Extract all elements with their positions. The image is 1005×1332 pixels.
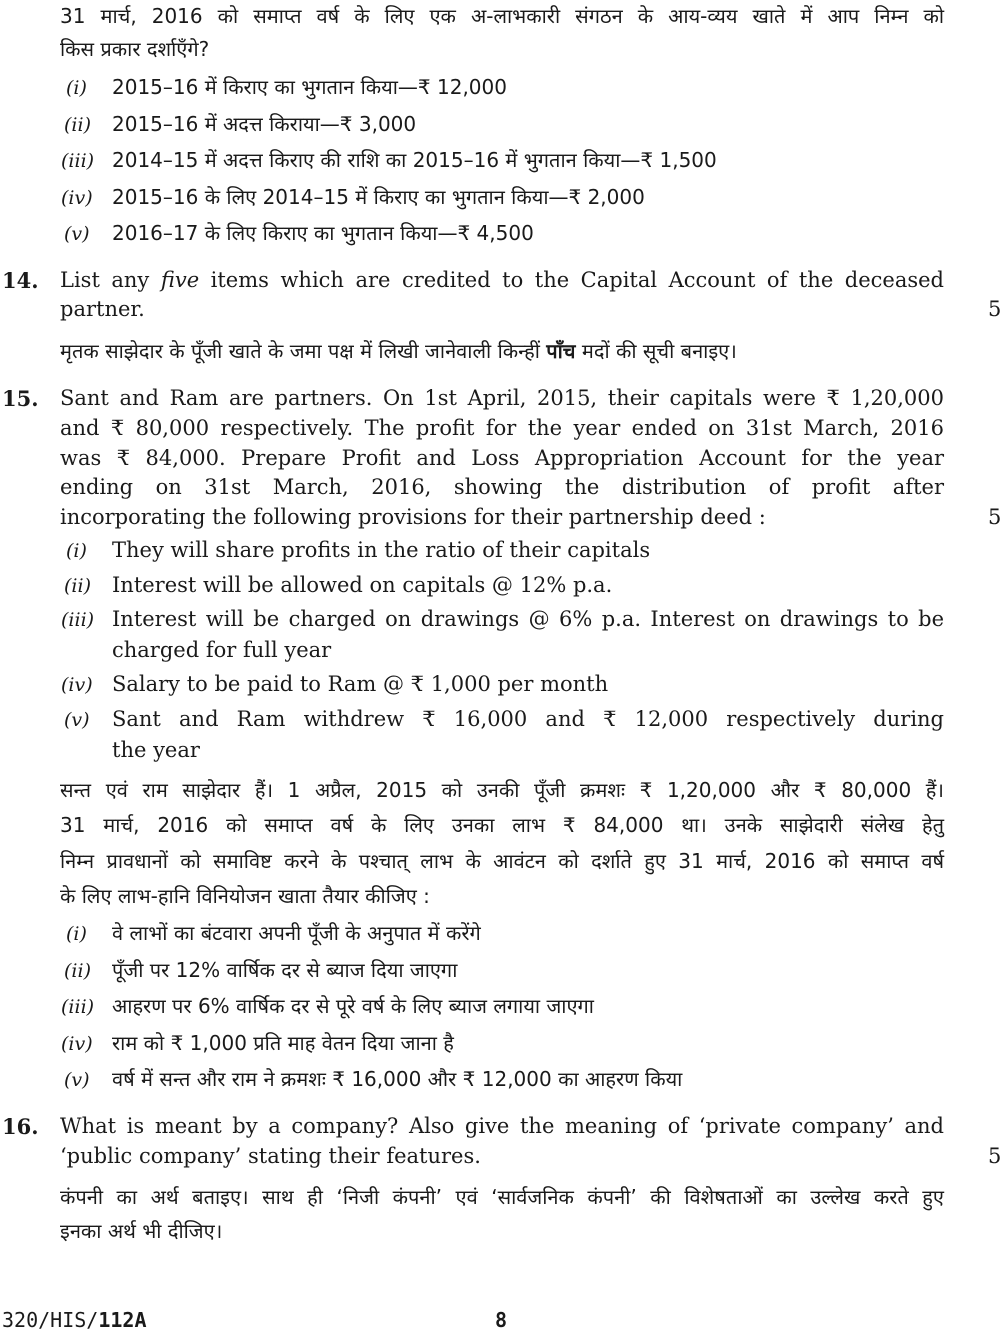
q16-english-line1: What is meant by a company? Also give the meaning of ‘private company’ and bbox=[60, 1114, 944, 1138]
q15-hi-item-num: (iv) bbox=[61, 1033, 93, 1055]
q15-hi-item-text: वे लाभों का बंटवारा अपनी पूँजी के अनुपात में करेंगे bbox=[112, 921, 481, 945]
q13-hindi-intro-line1: 31 मार्च, 2016 को समाप्त वर्ष के लिए एक अ-लाभकारी संगठन के आय-व्यय खाते में आप निम्न को bbox=[60, 4, 944, 28]
q15-number: 15. bbox=[2, 386, 39, 411]
q16-hindi-line2: इनका अर्थ भी दीजिए। bbox=[60, 1219, 223, 1243]
q15-english-line: and ₹ 80,000 respectively. The profit for the year ended on 31st March, 2016 bbox=[60, 416, 944, 440]
q15-marks: 5 bbox=[988, 505, 1002, 529]
q15-en-item-text: Sant and Ram withdrew ₹ 16,000 and ₹ 12,000 respectively during bbox=[112, 707, 944, 731]
q13-item-num: (iv) bbox=[61, 187, 93, 209]
q14-hindi-line bbox=[60, 341, 737, 361]
q14-text-a: List any bbox=[60, 268, 150, 292]
q14-marks: 5 bbox=[988, 297, 1002, 321]
q16-number: 16. bbox=[2, 1114, 39, 1139]
q13-item-text: 2015–16 के लिए 2014–15 में किराए का भुगतान किया—₹ 2,000 bbox=[112, 185, 645, 209]
q15-english-line: Sant and Ram are partners. On 1st April, 2015, their capitals were ₹ 1,20,000 bbox=[60, 386, 944, 410]
q15-hindi-line: सन्त एवं राम साझेदार हैं। 1 अप्रैल, 2015 को उनकी पूँजी क्रमशः ₹ 1,20,000 और ₹ 80,000 हैं। bbox=[60, 778, 944, 802]
q15-hindi-line: निम्न प्रावधानों को समाविष्ट करने के पश्चात् लाभ के आवंटन को दर्शाते हुए 31 मार्च, 2016 को समाप्त वर्ष bbox=[60, 849, 944, 873]
paper-code-bold: 112A bbox=[98, 1308, 147, 1332]
q13-item-num: (v) bbox=[64, 223, 90, 245]
q14-text-b: items which are credited to the Capital Account of the deceased bbox=[210, 268, 944, 292]
q15-hi-item-text: वर्ष में सन्त और राम ने क्रमशः ₹ 16,000 और ₹ 12,000 का आहरण किया bbox=[112, 1067, 683, 1091]
q15-hi-item-num: (iii) bbox=[61, 996, 95, 1018]
q13-hindi-intro-line2: किस प्रकार दर्शाएँगे? bbox=[60, 37, 210, 61]
q14-hindi-a: मृतक साझेदार के पूँजी खाते के जमा पक्ष में लिखी जानेवाली किन्हीं bbox=[60, 339, 540, 363]
q13-item-text: 2015–16 में अदत्त किराया—₹ 3,000 bbox=[112, 112, 417, 136]
q15-hi-item-num: (i) bbox=[66, 923, 87, 945]
q15-en-item-num: (i) bbox=[66, 540, 87, 562]
q13-item-num: (iii) bbox=[61, 150, 95, 172]
q15-hi-item-text: आहरण पर 6% वार्षिक दर से पूरे वर्ष के लिए ब्याज लगाया जाएगा bbox=[112, 994, 594, 1018]
q15-hindi-line: के लिए लाभ-हानि विनियोजन खाता तैयार कीजिए : bbox=[60, 884, 430, 908]
page-number: 8 bbox=[495, 1308, 508, 1332]
q15-hi-item-num: (ii) bbox=[64, 960, 91, 982]
q15-en-item-text: Interest will be charged on drawings @ 6% p.a. Interest on drawings to be bbox=[112, 607, 944, 631]
q14-hindi-b: मदों की सूची बनाइए। bbox=[581, 339, 737, 363]
paper-code bbox=[2, 1310, 147, 1330]
q15-en-item-text: Salary to be paid to Ram @ ₹ 1,000 per month bbox=[112, 672, 609, 696]
q15-hi-item-text: राम को ₹ 1,000 प्रति माह वेतन दिया जाना है bbox=[112, 1031, 454, 1055]
q15-en-item-text: They will share profits in the ratio of their capitals bbox=[112, 538, 651, 562]
q15-hindi-line: 31 मार्च, 2016 को समाप्त वर्ष के लिए उनका लाभ ₹ 84,000 था। उनके साझेदारी संलेख हेतु bbox=[60, 813, 944, 837]
q14-hindi-bold: पाँच bbox=[546, 339, 576, 363]
q14-number: 14. bbox=[2, 268, 39, 293]
paper-code-prefix: 320/HIS/ bbox=[2, 1308, 99, 1332]
q15-en-item-num: (ii) bbox=[64, 575, 91, 597]
q15-en-item-text: the year bbox=[112, 738, 200, 762]
q14-text-emphasis: five bbox=[160, 268, 200, 292]
q15-en-item-text: charged for full year bbox=[112, 638, 332, 662]
q15-en-item-num: (iv) bbox=[61, 674, 93, 696]
q15-english-line: ending on 31st March, 2016, showing the distribution of profit after bbox=[60, 475, 944, 499]
q15-english-line: was ₹ 84,000. Prepare Profit and Loss Appropriation Account for the year bbox=[60, 446, 944, 470]
q13-item-text: 2015–16 में किराए का भुगतान किया—₹ 12,000 bbox=[112, 75, 507, 99]
q16-hindi-line1: कंपनी का अर्थ बताइए। साथ ही ‘निजी कंपनी’ एवं ‘सार्वजनिक कंपनी’ की विशेषताओं का उल्लेख करते हुए bbox=[60, 1185, 944, 1209]
q15-english-line: incorporating the following provisions for their partnership deed : bbox=[60, 505, 766, 529]
q15-hi-item-text: पूँजी पर 12% वार्षिक दर से ब्याज दिया जाएगा bbox=[112, 958, 458, 982]
q15-en-item-num: (v) bbox=[64, 709, 90, 731]
q13-item-num: (ii) bbox=[64, 114, 91, 136]
q13-item-num: (i) bbox=[66, 77, 87, 99]
q16-english-line2: ‘public company’ stating their features. bbox=[60, 1144, 481, 1168]
q15-en-item-num: (iii) bbox=[61, 609, 95, 631]
q15-en-item-text: Interest will be allowed on capitals @ 12% p.a. bbox=[112, 573, 613, 597]
q14-english-line2: partner. bbox=[60, 297, 145, 321]
q13-item-text: 2014–15 में अदत्त किराए की राशि का 2015–16 में भुगतान किया—₹ 1,500 bbox=[112, 148, 717, 172]
q16-marks: 5 bbox=[988, 1144, 1002, 1168]
q14-english-line1 bbox=[60, 270, 944, 291]
q15-hi-item-num: (v) bbox=[64, 1069, 90, 1091]
q13-item-text: 2016–17 के लिए किराए का भुगतान किया—₹ 4,500 bbox=[112, 221, 534, 245]
